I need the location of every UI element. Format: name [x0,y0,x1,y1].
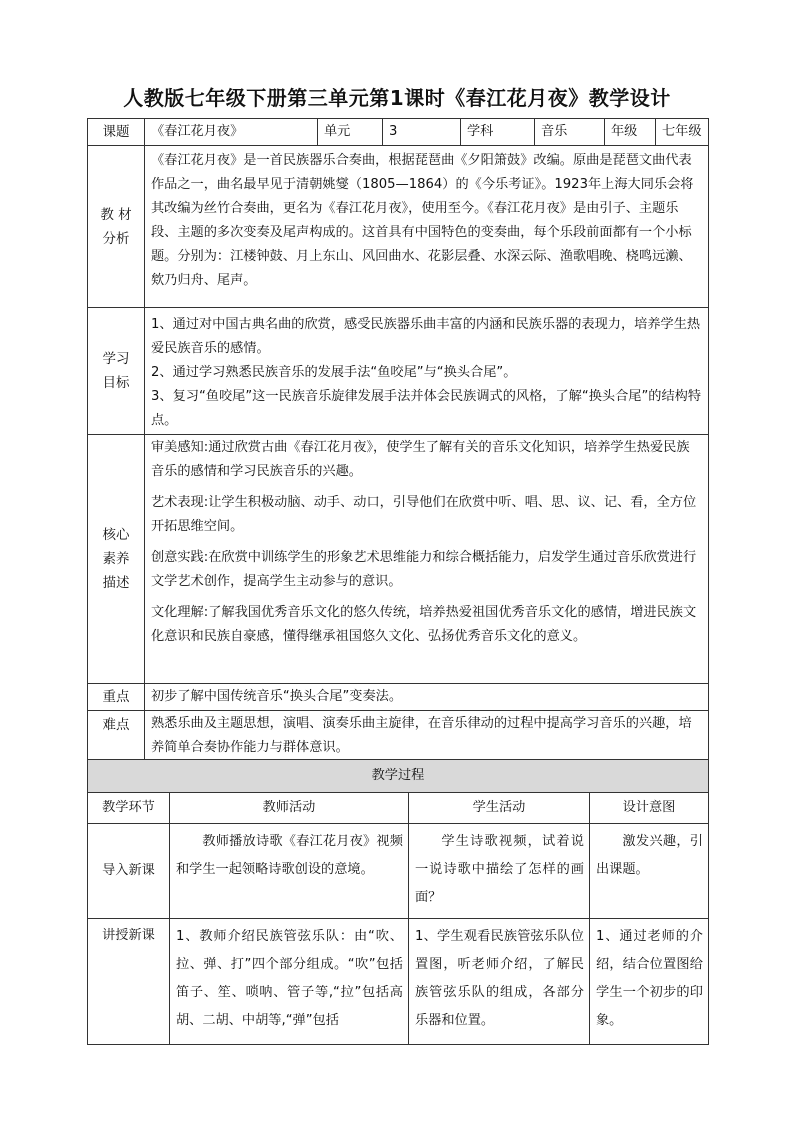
core-item: 创意实践:在欣赏中训练学生的形象艺术思维能力和综合概括能力，启发学生通过音乐欣赏进行文学艺术创作，提高学生主动参与的意识。 [151,550,697,589]
column-header: 设计意图 [590,793,709,824]
intent-cell: 激发兴趣，引出课题。 [590,824,709,919]
key-text: 初步了解中国传统音乐“换头合尾”变奏法。 [145,684,709,711]
teacher-cell: 1、教师介绍民族管弦乐队：由“吹、拉、弹、打”四个部分组成。“吹”包括笛子、笙、唢呐、管子等,“拉”包括高胡、二胡、中胡等,“弹”包括 [170,919,409,1045]
core-row [88,435,709,684]
lesson-info-table [87,118,709,763]
difficulty-text: 熟悉乐曲及主题思想，演唱、演奏乐曲主旋律，在音乐律动的过程中提高学习音乐的兴趣，培养简单合奏协作能力与群体意识。 [145,711,709,763]
goal-item: 1、通过对中国古典名曲的欣赏，感受民族器乐曲丰富的内涵和民族乐器的表现力，培养学生热爱民族音乐的感情。 [151,317,701,356]
intent-cell: 1、通过老师的介绍，结合位置图给学生一个初步的印象。 [590,919,709,1045]
process-heading-row [88,760,709,793]
topic-label: 课题 [88,119,145,146]
subject-label: 学科 [461,119,535,146]
goals-label: 学习 目标 [88,308,145,435]
goal-item: 2、通过学习熟悉民族音乐的发展手法“鱼咬尾”与“换头合尾”。 [151,365,517,380]
core-list [145,435,709,684]
subject-value: 音乐 [535,119,605,146]
student-cell: 学生诗歌视频，试着说一说诗歌中描绘了怎样的画面？ [409,824,590,919]
goals-row [88,308,709,435]
stage-cell: 导入新课 [88,824,170,919]
process-table [87,759,709,1045]
difficulty-label: 难点 [88,711,145,763]
core-item: 艺术表现:让学生积极动脑、动手、动口，引导他们在欣赏中听、唱、思、议、记、看，全方位开拓思维空间。 [151,495,697,534]
student-cell: 1、学生观看民族管弦乐队位置图，听老师介绍，了解民族管弦乐队的组成，各部分乐器和位置。 [409,919,590,1045]
grade-value: 七年级 [656,119,709,146]
unit-label: 单元 [318,119,383,146]
goals-list [145,308,709,435]
column-header: 学生活动 [409,793,590,824]
goal-item: 3、复习“鱼咬尾”这一民族音乐旋律发展手法并体会民族调式的风格，了解“换头合尾”的结构特点。 [151,389,702,428]
process-heading: 教学过程 [88,760,709,793]
table-row [88,919,709,1045]
teacher-cell: 教师播放诗歌《春江花月夜》视频和学生一起领略诗歌创设的意境。 [170,824,409,919]
process-column-row [88,793,709,824]
topic-value: 《春江花月夜》 [145,119,318,146]
key-label: 重点 [88,684,145,711]
page-title: 人教版七年级下册第三单元第1课时《春江花月夜》教学设计 [123,86,671,110]
core-label: 核心 素养 描述 [88,435,145,684]
analysis-text: 《春江花月夜》是一首民族器乐合奏曲，根据琵琶曲《夕阳箫鼓》改编。原曲是琵琶文曲代表作品之一，曲名最早见于清朝姚燮（1805—1864）的《今乐考证》。1923年上海大同乐会将其改编为丝竹合奏曲，更名为《春江花月夜》，使用至今。《春江花月夜》是由引子、主题乐段、主题的多次变奏及尾声构成的。这首具有中国特色的变奏曲，每个乐段前面都有一个小标题。分别为：江楼钟鼓、月上东山、风回曲水、花影层叠、水深云际、渔歌唱晚、桡鸣远濑、欸乃归舟、尾声。 [145,146,709,308]
core-item: 文化理解:了解我国优秀音乐文化的悠久传统，培养热爱祖国优秀音乐文化的感情，增进民族文化意识和民族自豪感，懂得继承祖国悠久文化、弘扬优秀音乐文化的意义。 [151,605,697,644]
analysis-label: 教 材 分析 [88,146,145,308]
info-row [88,119,709,146]
core-item: 审美感知:通过欣赏古曲《春江花月夜》，使学生了解有关的音乐文化知识，培养学生热爱民族音乐的感情和学习民族音乐的兴趣。 [151,440,690,479]
key-row [88,684,709,711]
unit-value: 3 [383,119,461,146]
stage-cell: 讲授新课 [88,919,170,1045]
column-header: 教师活动 [170,793,409,824]
column-header: 教学环节 [88,793,170,824]
difficulty-row [88,711,709,763]
grade-label: 年级 [605,119,656,146]
analysis-row [88,146,709,308]
table-row [88,824,709,919]
